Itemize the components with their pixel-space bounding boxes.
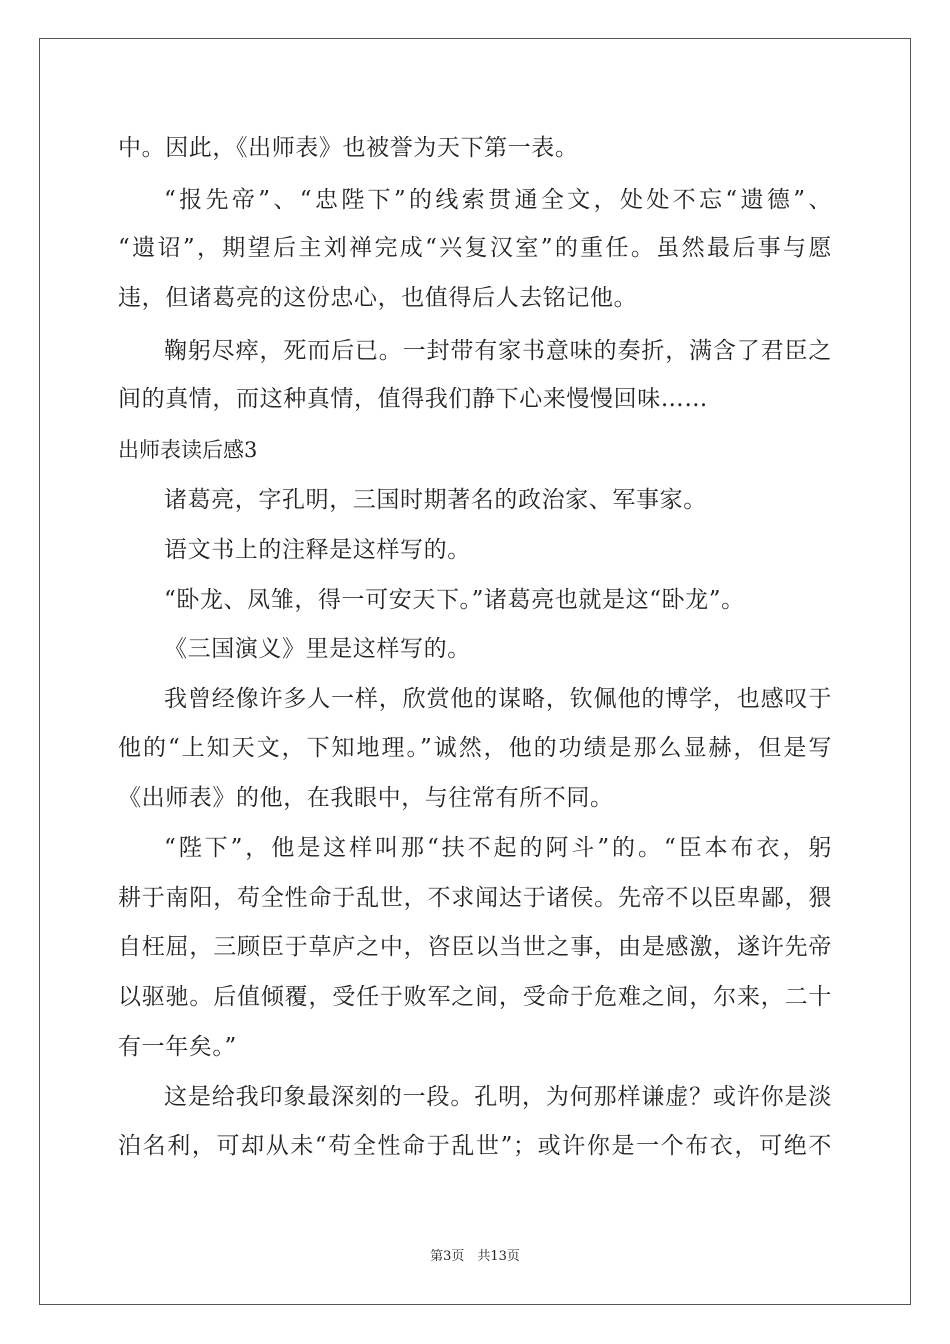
text-line: 泊名利，可却从未“苟全性命于乱世”；或许你是一个布衣，可绝不 (118, 1133, 832, 1159)
text-line: 鞠躬尽瘁，死而后已。一封带有家书意味的奏折，满含了君臣之 (164, 338, 832, 364)
text-line: 耕于南阳，苟全性命于乱世，不求闻达于诸侯。先帝不以臣卑鄙，猥 (118, 885, 832, 911)
text-line: 有一年矣。” (118, 1034, 237, 1060)
text-line: 以驱驰。后值倾覆，受任于败军之间，受命于危难之间，尔来，二十 (118, 984, 832, 1010)
text-line: 语文书上的注释是这样写的。 (164, 537, 471, 563)
text-line: “遗诏”，期望后主刘禅完成“兴复汉室”的重任。虽然最后事与愿 (118, 235, 832, 261)
text-line: 我曾经像许多人一样，欣赏他的谋略，钦佩他的博学，也感叹于 (164, 686, 832, 712)
text-line: 中。因此，《出师表》也被誉为天下第一表。 (118, 135, 579, 161)
section-heading: 出师表读后感3 (118, 438, 258, 462)
text-line: 自枉屈，三顾臣于草庐之中，咨臣以当世之事，由是感激，遂许先帝 (118, 934, 832, 960)
text-line: 《三国演义》里是这样写的。 (164, 636, 471, 662)
text-line: 这是给我印象最深刻的一段。孔明，为何那样谦虚？或许你是淡 (164, 1084, 832, 1110)
page-border (39, 38, 911, 1305)
text-line: “报先帝”、“忠陛下”的线索贯通全文，处处不忘“遗德”、 (164, 187, 832, 213)
text-line: 诸葛亮，字孔明，三国时期著名的政治家、军事家。 (164, 487, 707, 513)
text-line: 他的“上知天文，下知地理。”诚然，他的功绩是那么显赫，但是写 (118, 735, 832, 761)
page-number-footer: 第3页 共13页 (430, 1249, 520, 1264)
text-line: 间的真情，而这种真情，值得我们静下心来慢慢回味…… (118, 386, 708, 412)
text-line: 违，但诸葛亮的这份忠心，也值得后人去铭记他。 (118, 285, 638, 311)
text-line: 《出师表》的他，在我眼中，与往常有所不同。 (118, 785, 614, 811)
text-line: “陛下”，他是这样叫那“扶不起的阿斗”的。“臣本布衣，躬 (164, 835, 832, 861)
text-line: “卧龙、凤雏，得一可安天下。”诸葛亮也就是这“卧龙”。 (164, 587, 745, 613)
